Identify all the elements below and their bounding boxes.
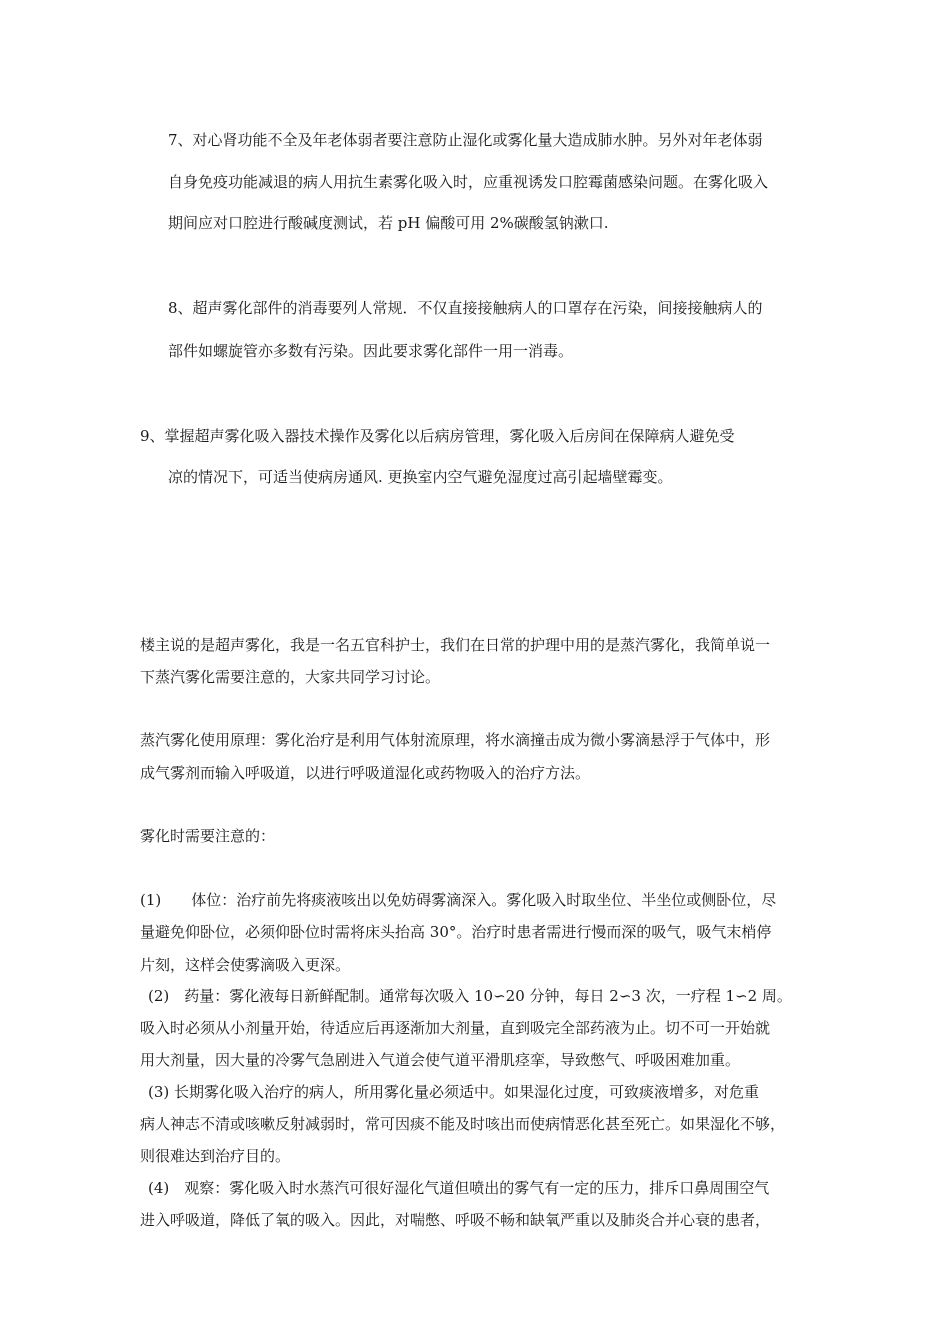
text-line: 下蒸汽雾化需要注意的，大家共同学习讨论。 <box>140 668 441 686</box>
text-line: (2) 药量：雾化液每日新鲜配制。通常每次吸入 10∽20 分钟，每日 2∽3 次，一疗程 1∽2 周。 <box>148 987 792 1005</box>
text-line: 病人神志不清或咳嗽反射减弱时，常可因痰不能及时咳出而使病情恶化甚至死亡。如果湿化不够， <box>140 1115 786 1133</box>
text-line: 8、超声雾化部件的消毒要列人常规．不仅直接接触病人的口罩存在污染，间接接触病人的 <box>168 299 763 317</box>
text-line: 期间应对口腔进行酸碱度测试，若 pH 偏酸可用 2%碳酸氢钠漱口. <box>168 214 609 232</box>
text-line: (4) 观察：雾化吸入时水蒸汽可很好湿化气道但喷出的雾气有一定的压力，排斥口鼻周围空气 <box>148 1179 770 1197</box>
text-line: 凉的情况下，可适当使病房通风. 更换室内空气避免湿度过高引起墙壁霉变。 <box>168 468 673 486</box>
text-line: 9、掌握超声雾化吸入器技术操作及雾化以后病房管理，雾化吸入后房间在保障病人避免受 <box>140 427 735 445</box>
text-line: 则很难达到治疗目的。 <box>140 1147 291 1165</box>
text-line: 楼主说的是超声雾化，我是一名五官科护士，我们在日常的护理中用的是蒸汽雾化，我简单说一 <box>140 636 771 654</box>
text-line: 用大剂量，因大量的冷雾气急剧进入气道会使气道平滑肌痉挛，导致憋气、呼吸困难加重。 <box>140 1051 741 1069</box>
text-line: (3) 长期雾化吸入治疗的病人，所用雾化量必须适中。如果湿化过度，可致痰液增多，对危重 <box>148 1083 760 1101</box>
text-line: 吸入时必须从小剂量开始，待适应后再逐渐加大剂量，直到吸完全部药液为止。切不可一开始就 <box>140 1019 771 1037</box>
text-line: 部件如螺旋管亦多数有污染。因此要求雾化部件一用一消毒。 <box>168 342 574 360</box>
text-line: 蒸汽雾化使用原理：雾化治疗是利用气体射流原理，将水滴撞击成为微小雾滴悬浮于气体中，形 <box>140 731 771 749</box>
text-line: (1) 体位：治疗前先将痰液咳出以免妨碍雾滴深入。雾化吸入时取坐位、半坐位或侧卧位，尽 <box>140 891 777 909</box>
text-line: 片刻，这样会使雾滴吸入更深。 <box>140 956 351 974</box>
text-line: 进入呼吸道，降低了氧的吸入。因此，对喘憋、呼吸不畅和缺氧严重以及肺炎合并心衰的患者， <box>140 1211 771 1229</box>
text-line: 量避免仰卧位，必须仰卧位时需将床头抬高 30°。治疗时患者需进行慢而深的吸气，吸气末梢停 <box>140 923 772 941</box>
notes-heading: 雾化时需要注意的： <box>140 827 276 845</box>
text-line: 成气雾剂而输入呼吸道，以进行呼吸道湿化或药物吸入的治疗方法。 <box>140 764 591 782</box>
text-line: 自身免疫功能减退的病人用抗生素雾化吸入时，应重视诱发口腔霉菌感染问题。在雾化吸入 <box>168 173 769 191</box>
text-line: 7、对心肾功能不全及年老体弱者要注意防止湿化或雾化量大造成肺水肿。另外对年老体弱 <box>168 131 763 149</box>
